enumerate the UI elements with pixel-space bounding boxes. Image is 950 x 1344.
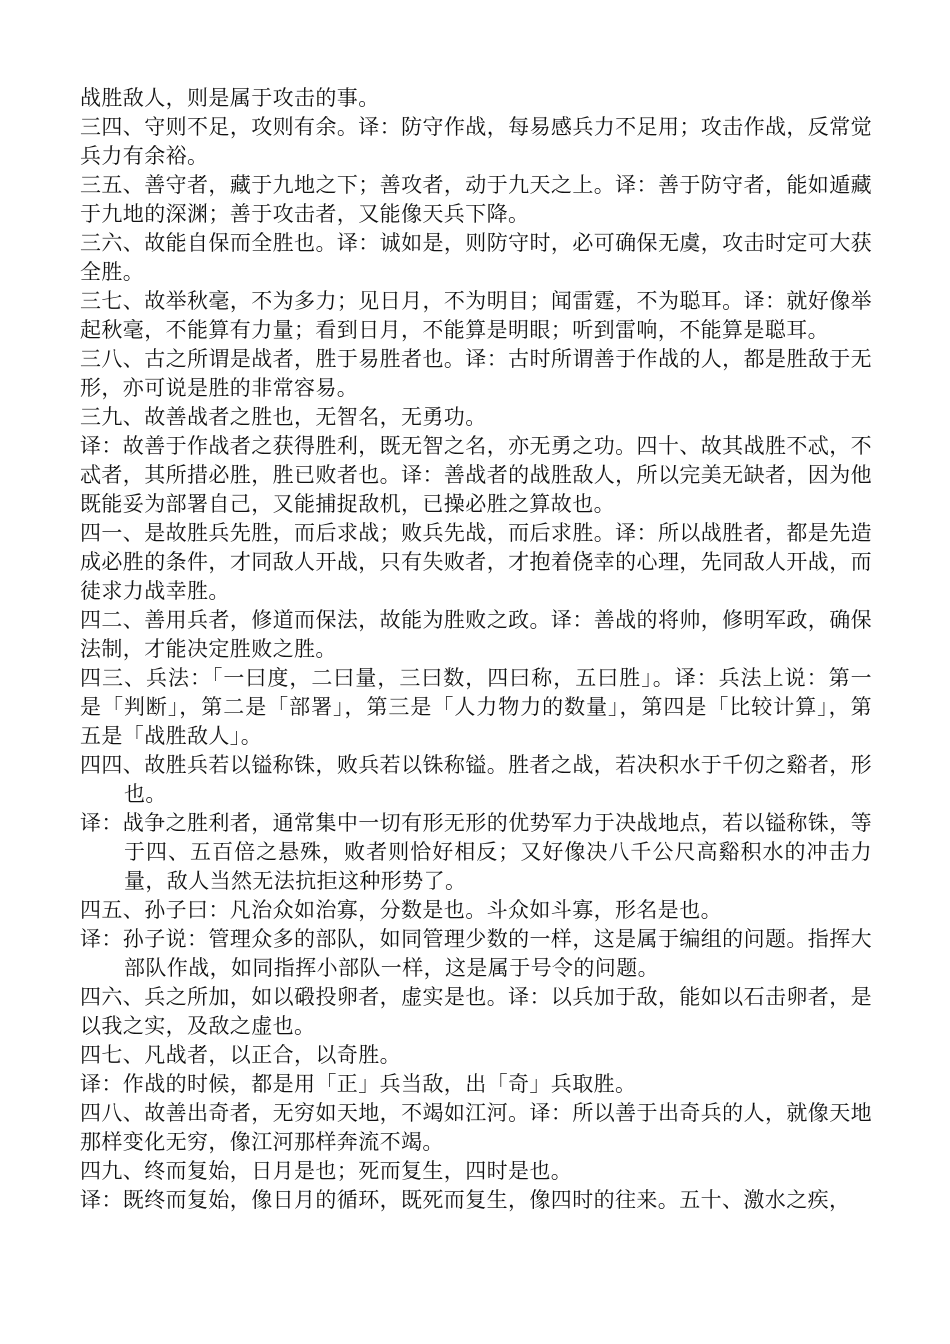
paragraph: 三九、故善战者之胜也，无智名，无勇功。 [80, 405, 487, 429]
paragraph: 三四、守则不足，攻则有余。译：防守作战，每易感兵力不足用；攻击作战，反常觉兵力有余裕。 [80, 115, 872, 168]
paragraph: 四四、故胜兵若以镒称铢，败兵若以铢称镒。胜者之战，若决积水于千仞之谿者，形也。 [80, 753, 872, 806]
paragraph: 三八、古之所谓是战者，胜于易胜者也。译：古时所谓善于作战的人，都是胜敌于无形，亦可说是胜的非常容易。 [80, 347, 872, 400]
paragraph: 译：作战的时候，都是用「正」兵当敌，出「奇」兵取胜。 [80, 1072, 637, 1096]
paragraph: 四六、兵之所加，如以碫投卵者，虚实是也。译：以兵加于敌，能如以石击卵者，是以我之实，及敌之虚也。 [80, 985, 872, 1038]
paragraph: 三七、故举秋毫，不为多力；见日月，不为明目；闻雷霆，不为聪耳。译：就好像举起秋毫，不能算有力量；看到日月，不能算是明眼；听到雷响，不能算是聪耳。 [80, 289, 872, 342]
paragraph: 三五、善守者，藏于九地之下；善攻者，动于九天之上。译：善于防守者，能如遁藏于九地的深渊；善于攻击者，又能像天兵下降。 [80, 173, 872, 226]
paragraph: 译：孙子说：管理众多的部队，如同管理少数的一样，这是属于编组的问题。指挥大部队作战，如同指挥小部队一样，这是属于号令的问题。 [80, 927, 872, 980]
paragraph: 三六、故能自保而全胜也。译：诚如是，则防守时，必可确保无虞，攻击时定可大获全胜。 [80, 231, 872, 284]
paragraph: 四七、凡战者，以正合，以奇胜。 [80, 1043, 401, 1067]
paragraph: 四一、是故胜兵先胜，而后求战；败兵先战，而后求胜。译：所以战胜者，都是先造成必胜的条件，才同敌人开战，只有失败者，才抱着侥幸的心理，先同敌人开战，而徒求力战幸胜。 [80, 521, 872, 603]
paragraph: 战胜敌人，则是属于攻击的事。 [80, 86, 380, 110]
paragraph: 四二、善用兵者，修道而保法，故能为胜败之政。译：善战的将帅，修明军政，确保法制，才能决定胜败之胜。 [80, 608, 872, 661]
paragraph: 译：故善于作战者之获得胜利，既无智之名，亦无勇之功。四十、故其战胜不忒，不忒者，其所措必胜，胜已败者也。译：善战者的战胜敌人，所以完美无缺者，因为他既能妥为部署自己，又能捕捉敌机，已操必胜之算故也。 [80, 434, 872, 516]
paragraph: 四八、故善出奇者，无穷如天地，不竭如江河。译：所以善于出奇兵的人，就像天地那样变化无穷，像江河那样奔流不竭。 [80, 1101, 872, 1154]
paragraph: 四三、兵法：「一曰度，二曰量，三曰数，四曰称，五曰胜」。译：兵法上说：第一是「判断」，第二是「部署」，第三是「人力物力的数量」，第四是「比较计算」，第五是「战胜敌人」。 [80, 666, 872, 748]
paragraph: 译：既终而复始，像日月的循环，既死而复生，像四时的往来。五十、激水之疾， [80, 1188, 851, 1212]
paragraph: 四五、孙子曰：凡治众如治寡，分数是也。斗众如斗寡，形名是也。 [80, 898, 722, 922]
paragraph: 译：战争之胜利者，通常集中一切有形无形的优势军力于决战地点，若以镒称铢，等于四、五百倍之悬殊，败者则恰好相反；又好像决八千公尺高谿积水的冲击力量，敌人当然无法抗拒这种形势了。 [80, 811, 872, 893]
document-body [80, 84, 872, 1215]
paragraph: 四九、终而复始，日月是也；死而复生，四时是也。 [80, 1159, 573, 1183]
